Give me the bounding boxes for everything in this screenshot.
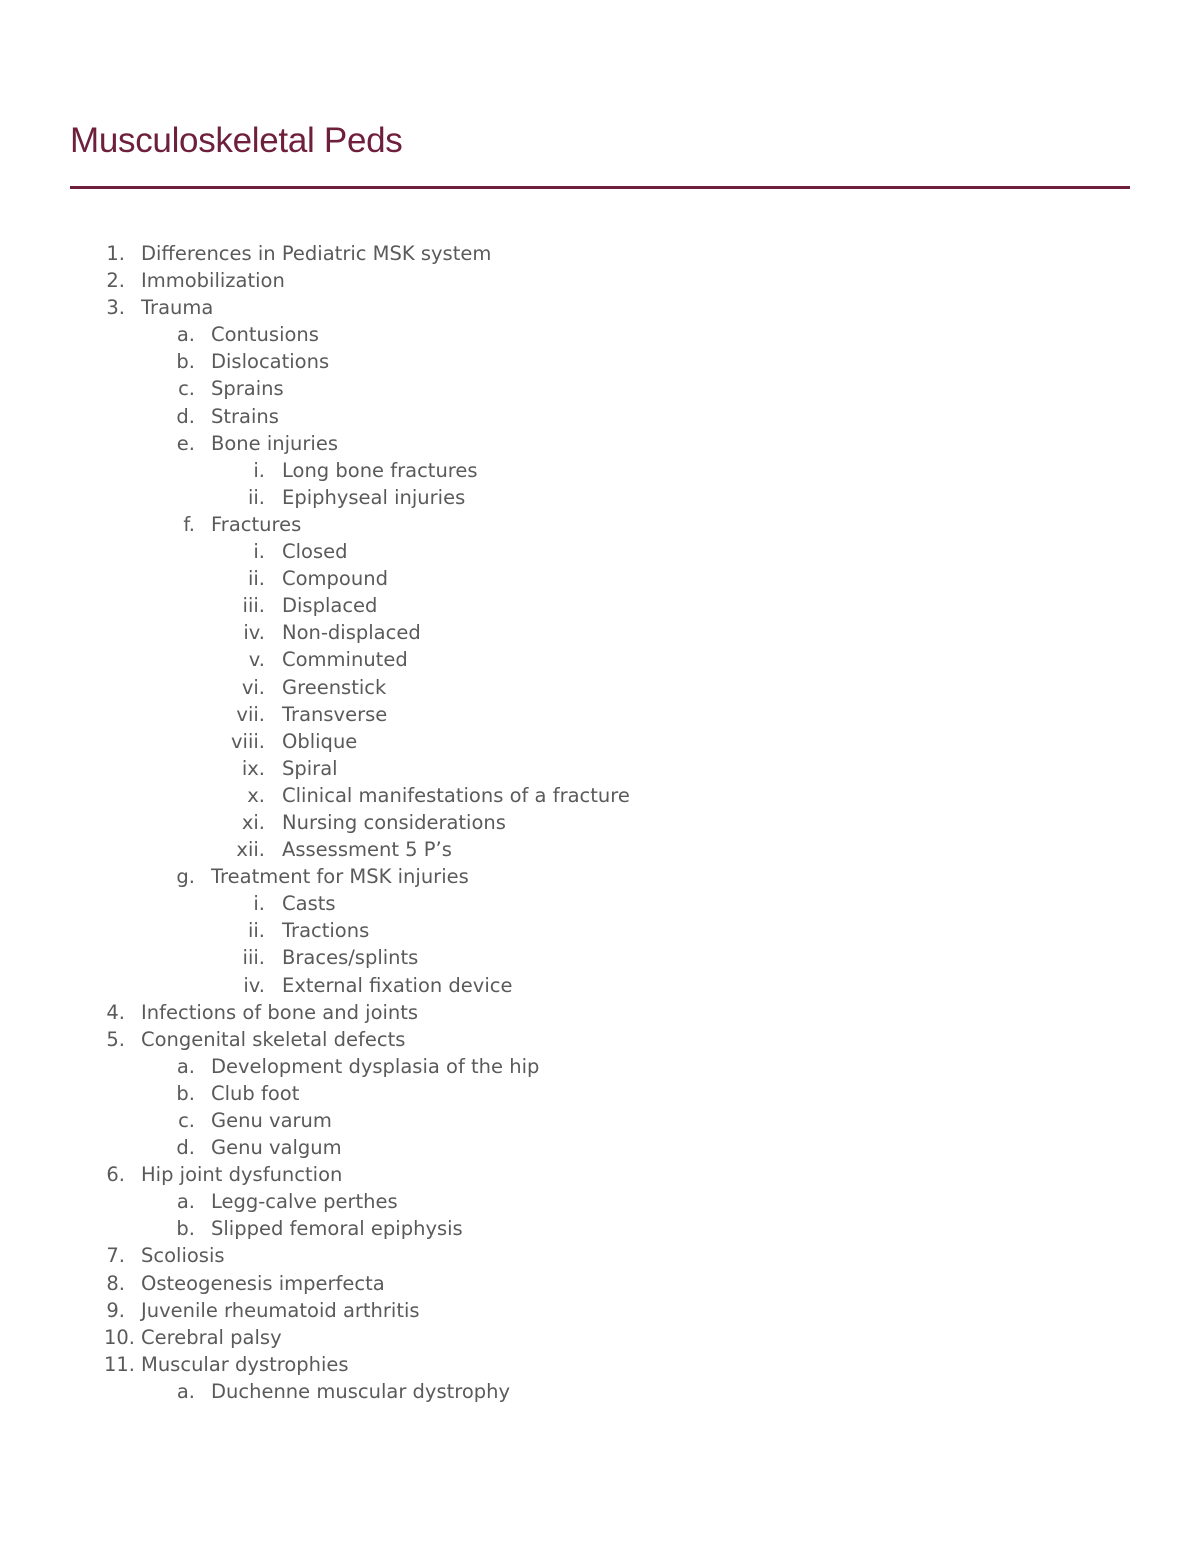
page-title: Musculoskeletal Peds [70,121,403,160]
list-item [0,592,1200,619]
list-item-text: Contusions [211,323,319,347]
list-item-marker: xii. [236,838,265,862]
list-item [0,1297,1200,1324]
list-item-text: Slipped femoral epiphysis [211,1217,463,1241]
list-item-marker: iii. [242,946,265,970]
list-item [0,1188,1200,1215]
list-item-marker: 7. [106,1244,125,1268]
list-item [0,484,1200,511]
list-item-marker: a. [176,1190,195,1214]
list-item-text: Genu varum [211,1109,332,1132]
list-item [0,1351,1200,1378]
list-item-marker: x. [247,783,265,807]
list-item-marker: g. [176,865,195,889]
list-item-marker: vii. [236,702,265,726]
list-item-marker: b. [176,1217,195,1241]
list-item-marker: 4. [106,1000,125,1024]
list-item-text: Greenstick [282,675,387,699]
list-item-marker: ii. [247,485,265,509]
list-item [0,1378,1200,1405]
list-item-text: Compound [282,567,388,591]
list-item-text: Duchenne muscular dystrophy [211,1379,511,1403]
list-item-text: Differences in Pediatric MSK system [141,242,492,265]
list-item [0,701,1200,728]
list-item-text: Development dysplasia of the hip [211,1054,540,1078]
list-item [0,457,1200,484]
list-item-text: Comminuted [282,648,408,672]
list-item-marker: v. [248,648,265,672]
list-item [0,1107,1200,1134]
list-item-text: Assessment 5 P’s [282,838,452,862]
list-item [0,1242,1200,1269]
list-item [0,1161,1200,1188]
list-item-marker: ix. [241,756,265,780]
list-item-text: Oblique [282,729,358,753]
list-item [0,430,1200,457]
list-item-text: Spiral [282,756,338,780]
list-item [0,728,1200,755]
list-item [0,1324,1200,1351]
list-item-text: Infections of bone and joints [141,1000,419,1024]
list-item-text: Sprains [211,377,284,401]
topic-outline [0,240,1200,1405]
list-item [0,917,1200,944]
list-item [0,1026,1200,1053]
list-item-text: Clinical manifestations of a fracture [282,783,630,807]
list-item-marker: d. [176,404,195,428]
list-item [0,321,1200,348]
list-item-text: Immobilization [141,269,285,293]
list-item-text: Strains [211,404,279,428]
list-item [0,375,1200,402]
list-item-marker: ii. [247,919,265,943]
list-item-text: Long bone fractures [282,458,478,482]
list-item [0,1134,1200,1161]
list-item [0,674,1200,701]
list-item-text: Nursing considerations [282,810,506,834]
list-item-text: Hip joint dysfunction [141,1163,343,1187]
list-item-marker: iv. [243,621,265,645]
list-item-text: Genu valgum [211,1136,342,1160]
list-item-marker: 6. [106,1163,125,1187]
list-item [0,1080,1200,1107]
list-item-text: Non-displaced [282,621,421,645]
list-item-marker: iii. [242,594,265,618]
list-item [0,999,1200,1026]
list-item-text: Epiphyseal injuries [282,485,466,509]
list-item-text: Club foot [211,1081,300,1105]
list-item-text: Trauma [141,296,214,320]
list-item-text: Transverse [282,702,388,726]
list-item-text: Casts [282,892,336,916]
list-item [0,809,1200,836]
list-item-marker: 1. [106,242,125,265]
list-item-marker: a. [176,1054,195,1078]
list-item [0,1270,1200,1297]
list-item-marker: xi. [241,810,265,834]
list-item-marker: 5. [106,1027,125,1051]
list-item-text: Legg-calve perthes [211,1190,398,1214]
list-item [0,403,1200,430]
list-item [0,782,1200,809]
list-item-text: Cerebral palsy [141,1325,282,1349]
list-item-marker: c. [178,377,195,401]
list-item-marker: a. [176,1379,195,1403]
list-item [0,890,1200,917]
list-item-marker: f. [183,512,195,536]
list-item-marker: 8. [106,1271,125,1295]
list-item [0,972,1200,999]
list-item-marker: 3. [106,296,125,320]
list-item [0,511,1200,538]
list-item-marker: i. [253,892,265,916]
list-item-text: Muscular dystrophies [141,1352,349,1376]
list-item-text: Dislocations [211,350,330,374]
list-item-text: Congenital skeletal defects [141,1027,406,1051]
list-item-marker: 9. [106,1298,125,1322]
list-item [0,619,1200,646]
list-item-text: Braces/splints [282,946,419,970]
list-item-text: Treatment for MSK injuries [211,865,469,889]
list-item-text: Fractures [211,512,302,536]
list-item [0,565,1200,592]
list-item-marker: e. [176,431,195,455]
list-item [0,294,1200,321]
list-item-text: Closed [282,540,348,564]
list-item-text: Displaced [282,594,378,618]
list-item [0,1215,1200,1242]
list-item [0,1053,1200,1080]
list-item-text: Scoliosis [141,1244,225,1268]
list-item [0,944,1200,971]
list-item-marker: iv. [243,973,265,997]
list-item-marker: viii. [231,729,265,753]
list-item-marker: a. [176,323,195,347]
list-item-marker: b. [176,1081,195,1105]
list-item [0,863,1200,890]
list-item [0,267,1200,294]
title-divider [70,186,1130,189]
list-item-marker: b. [176,350,195,374]
list-item-text: Tractions [282,919,370,943]
list-item-marker: i. [253,458,265,482]
list-item-marker: 2. [106,269,125,293]
list-item-marker: c. [178,1109,195,1132]
list-item-marker: ii. [247,567,265,591]
list-item-text: Juvenile rheumatoid arthritis [141,1298,420,1322]
list-item [0,646,1200,673]
list-item-marker: i. [253,540,265,564]
list-item-marker: 10. [103,1325,135,1349]
list-item [0,348,1200,375]
list-item-marker: d. [176,1136,195,1160]
list-item [0,240,1200,267]
list-item-text: Osteogenesis imperfecta [141,1271,385,1295]
list-item-text: Bone injuries [211,431,339,455]
list-item-marker: 11. [103,1352,135,1376]
list-item [0,836,1200,863]
list-item-marker: vi. [241,675,265,699]
list-item [0,755,1200,782]
list-item [0,538,1200,565]
list-item-text: External fixation device [282,973,513,997]
